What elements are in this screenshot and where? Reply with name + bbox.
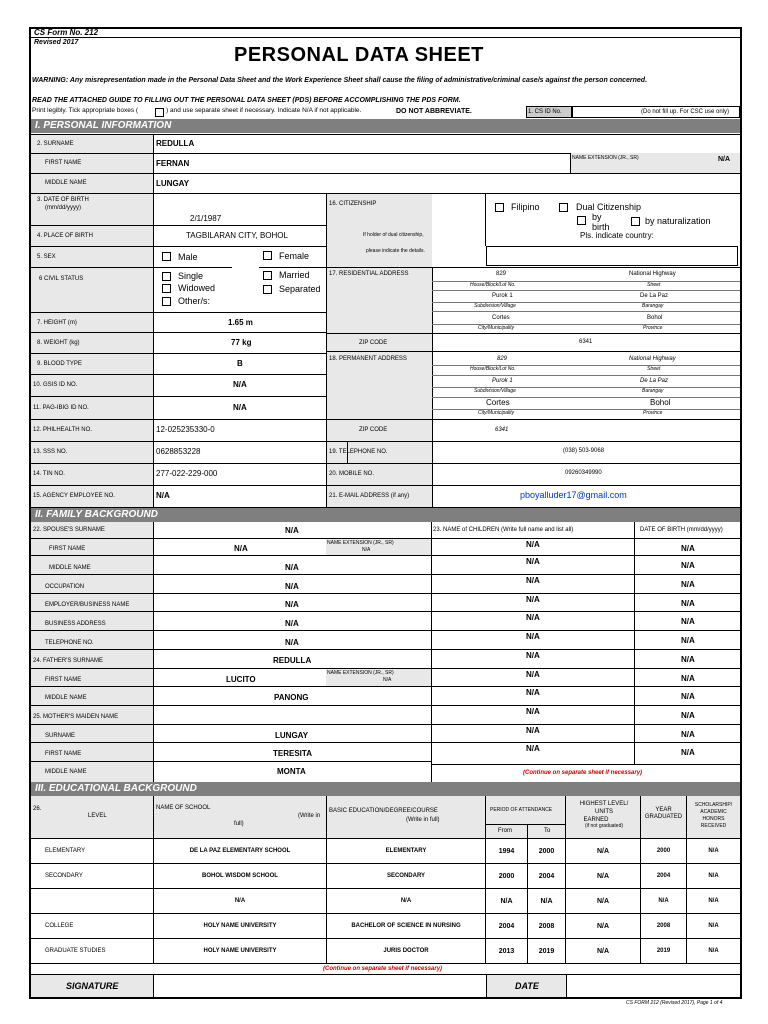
child-name[interactable]: N/A xyxy=(526,744,540,753)
child-dob[interactable]: N/A xyxy=(681,636,695,645)
name-extension-label: NAME EXTENSION (JR., SR) xyxy=(572,155,639,161)
residential-address-label: 17. RESIDENTIAL ADDRESS xyxy=(329,271,409,277)
occupation-label: OCCUPATION xyxy=(45,584,85,590)
degree-course[interactable]: N/A xyxy=(400,898,412,904)
warning-text: WARNING: Any misrepresentation made in the Personal Data Sheet and the Work Experience Sheet shall cause the filing of administrative/criminal case/s against the person concerned. xyxy=(32,77,648,84)
spouse-surname-value[interactable]: N/A xyxy=(285,526,299,535)
year-graduated-header-1: YEAR xyxy=(655,807,672,813)
civil-status-label: 6 CIVIL STATUS xyxy=(39,276,84,282)
spouse-first-name-value[interactable]: N/A xyxy=(234,544,248,553)
dual-citizenship-checkbox[interactable] xyxy=(559,203,568,212)
attendance-from[interactable]: 1994 xyxy=(498,848,515,855)
father-surname-label: 24. FATHER'S SURNAME xyxy=(33,658,104,664)
education-level: COLLEGE xyxy=(45,923,74,929)
business-address-label: BUSINESS ADDRESS xyxy=(45,621,106,627)
attendance-from[interactable]: 2013 xyxy=(498,948,515,955)
year-graduated[interactable]: N/A xyxy=(658,898,669,904)
education-level: ELEMENTARY xyxy=(45,848,86,854)
married-label: Married xyxy=(279,270,310,280)
child-dob[interactable]: N/A xyxy=(681,561,695,570)
course-header: BASIC EDUCATION/DEGREE/COURSE xyxy=(329,808,438,814)
page-title: PERSONAL DATA SHEET xyxy=(234,44,484,66)
child-dob[interactable]: N/A xyxy=(681,692,695,701)
year-graduated-header-2: GRADUATED xyxy=(644,814,683,820)
res-house-value[interactable]: 829 xyxy=(496,271,507,277)
philhealth-value[interactable]: 12-025235330-0 xyxy=(156,425,215,434)
perm-city-sublabel: City/Municipality xyxy=(478,410,515,416)
res-purok-value[interactable]: Purok 1 xyxy=(492,293,513,299)
child-dob[interactable]: N/A xyxy=(681,544,695,553)
period-header: PERIOD OF ATTENDANCE xyxy=(490,807,553,813)
year-graduated[interactable]: 2008 xyxy=(656,923,671,929)
section-family-background: II. FAMILY BACKGROUND xyxy=(31,508,740,522)
child-dob[interactable]: N/A xyxy=(681,617,695,626)
honors-received[interactable]: N/A xyxy=(708,873,719,879)
surname-value[interactable]: REDULLA xyxy=(156,139,195,148)
email-value[interactable]: pboyalluder17@gmail.com xyxy=(520,490,627,500)
perm-province-value[interactable]: Bohol xyxy=(650,398,671,407)
attendance-from[interactable]: N/A xyxy=(500,898,513,905)
occupation-value[interactable]: N/A xyxy=(285,582,299,591)
highest-units[interactable]: N/A xyxy=(596,898,610,905)
perm-subd-sublabel: Subdivision/Village xyxy=(474,388,516,394)
mother-first-name-label: FIRST NAME xyxy=(45,751,82,757)
children-label: 23. NAME of CHILDREN (Write full name and list all) xyxy=(433,527,574,533)
father-first-name-label: FIRST NAME xyxy=(45,677,82,683)
res-zip-value[interactable]: 6341 xyxy=(579,339,593,345)
separated-label: Separated xyxy=(279,284,321,294)
telephone-value[interactable]: (038) 503-9068 xyxy=(563,448,605,454)
highest-units[interactable]: N/A xyxy=(596,873,610,880)
child-name[interactable]: N/A xyxy=(526,576,540,585)
gsis-label: 10. GSIS ID NO. xyxy=(33,382,78,388)
res-barangay-value[interactable]: De La Paz xyxy=(640,293,669,299)
father-ext-label: NAME EXTENSION (JR., SR) xyxy=(327,670,394,676)
sample-checkbox xyxy=(155,108,164,117)
child-name[interactable]: N/A xyxy=(526,557,540,566)
attendance-from[interactable]: 2004 xyxy=(498,923,515,930)
blood-type-label: 9. BLOOD TYPE xyxy=(37,361,82,367)
degree-course[interactable]: BACHELOR OF SCIENCE IN NURSING xyxy=(351,923,461,929)
form-footer: CS FORM 212 (Revised 2017), Page 1 of 4 xyxy=(626,1000,723,1006)
perm-house-value[interactable]: 829 xyxy=(497,356,508,362)
spouse-telephone-value[interactable]: N/A xyxy=(285,638,299,647)
perm-brgy-sublabel: Barangay xyxy=(642,388,664,394)
spouse-ext-value[interactable]: N/A xyxy=(362,547,371,553)
form-revision: Revised 2017 xyxy=(34,39,79,46)
honors-header-2: ACADEMIC xyxy=(700,809,727,815)
degree-course[interactable]: SECONDARY xyxy=(386,873,426,879)
res-zip-label: ZIP CODE xyxy=(359,340,388,346)
by-birth-label: by birth xyxy=(592,212,610,232)
children-dob-label: DATE OF BIRTH (mm/dd/yyyy) xyxy=(640,527,723,533)
mother-maiden-label: 25. MOTHER'S MAIDEN NAME xyxy=(33,714,119,720)
res-house-sublabel: House/Block/Lot No. xyxy=(470,282,516,288)
father-first-name-value[interactable]: LUCITO xyxy=(226,675,256,684)
female-label: Female xyxy=(279,251,310,261)
middle-name-label: MIDDLE NAME xyxy=(45,180,87,186)
perm-zip-value[interactable]: 6341 xyxy=(495,427,509,433)
to-header: To xyxy=(544,828,551,834)
highest-units[interactable]: N/A xyxy=(596,948,610,955)
date-field[interactable] xyxy=(567,975,739,997)
highest-units[interactable]: N/A xyxy=(596,848,610,855)
perm-city-value[interactable]: Cortes xyxy=(486,398,510,407)
res-brgy-sublabel: Barangay xyxy=(642,303,664,309)
agency-no-value[interactable]: N/A xyxy=(156,491,170,500)
weight-value[interactable]: 77 kg xyxy=(231,338,252,347)
attendance-to[interactable]: 2008 xyxy=(538,923,555,930)
highest-level-header-4: (if not graduated) xyxy=(584,823,624,829)
spouse-surname-label: 22. SPOUSE'S SURNAME xyxy=(33,527,105,533)
child-dob[interactable]: N/A xyxy=(681,674,695,683)
highest-level-header-1: HIGHEST LEVEL/ xyxy=(579,801,629,807)
child-dob[interactable]: N/A xyxy=(681,580,695,589)
honors-received[interactable]: N/A xyxy=(708,948,719,954)
honors-received[interactable]: N/A xyxy=(708,923,719,929)
gsis-value[interactable]: N/A xyxy=(233,380,247,389)
others-checkbox[interactable] xyxy=(162,297,171,306)
school-header-note-b: full) xyxy=(234,821,244,827)
spouse-first-name-label: FIRST NAME xyxy=(49,546,86,552)
weight-label: 8. WEIGHT (kg) xyxy=(37,340,80,346)
attendance-to[interactable]: 2004 xyxy=(538,873,555,880)
father-middle-name-value[interactable]: PANONG xyxy=(274,693,309,702)
pob-value[interactable]: TAGBILARAN CITY, BOHOL xyxy=(186,231,288,240)
res-province-value[interactable]: Bohol xyxy=(647,315,663,321)
family-continue-note: (Continue on separate sheet if necessary) xyxy=(523,770,643,776)
employer-label: EMPLOYER/BUSINESS NAME xyxy=(45,602,130,608)
by-birth-checkbox[interactable] xyxy=(577,216,586,225)
honors-header-3: HONORS xyxy=(702,816,725,822)
child-name[interactable]: N/A xyxy=(526,632,540,641)
perm-purok-value[interactable]: Purok 1 xyxy=(492,378,513,384)
dual-note-2: please indicate the details. xyxy=(366,248,425,254)
height-label: 7. HEIGHT (m) xyxy=(37,320,77,326)
mother-first-name-value[interactable]: TERESITA xyxy=(273,749,312,758)
education-continue-note: (Continue on separate sheet if necessary) xyxy=(323,966,443,972)
res-city-value[interactable]: Cortes xyxy=(492,315,510,321)
honors-header-4: RECEIVED xyxy=(700,823,727,829)
child-dob[interactable]: N/A xyxy=(681,655,695,664)
child-dob[interactable]: N/A xyxy=(681,730,695,739)
agency-no-label: 15. AGENCY EMPLOYEE NO. xyxy=(33,493,115,499)
date-label: DATE xyxy=(515,981,539,991)
sss-value[interactable]: 0628853228 xyxy=(156,447,201,456)
perm-street-value[interactable]: National Highway xyxy=(629,356,676,362)
business-address-value[interactable]: N/A xyxy=(285,619,299,628)
single-checkbox[interactable] xyxy=(162,272,171,281)
year-graduated[interactable]: 2019 xyxy=(656,948,671,954)
female-checkbox[interactable] xyxy=(263,251,272,260)
dob-format: (mm/dd/yyyy) xyxy=(45,205,81,211)
father-surname-value[interactable]: REDULLA xyxy=(273,656,312,665)
attendance-to[interactable]: 2019 xyxy=(538,948,555,955)
telephone-label: 19. TELEPHONE NO. xyxy=(329,449,388,455)
perm-prov-sublabel: Province xyxy=(643,410,663,416)
citizenship-label: 16. CITIZENSHIP xyxy=(329,201,377,207)
father-middle-name-label: MIDDLE NAME xyxy=(45,695,87,701)
child-name[interactable]: N/A xyxy=(526,540,540,549)
perm-house-sublabel: House/Block/Lot No. xyxy=(470,366,516,372)
name-extension-value[interactable]: N/A xyxy=(718,156,731,163)
signature-field[interactable] xyxy=(154,975,485,997)
child-name[interactable]: N/A xyxy=(526,651,540,660)
school-header-note-a: (Write in xyxy=(298,813,321,819)
tin-label: 14. TIN NO. xyxy=(33,471,65,477)
perm-street-sublabel: Street xyxy=(647,366,661,372)
child-name[interactable]: N/A xyxy=(526,670,540,679)
mobile-label: 20. MOBILE NO. xyxy=(329,471,375,477)
permanent-address-label: 18. PERMANENT ADDRESS xyxy=(329,356,407,362)
spouse-telephone-label: TELEPHONE NO. xyxy=(45,640,94,646)
child-dob[interactable]: N/A xyxy=(681,711,695,720)
level-header: LEVEL xyxy=(88,813,107,819)
employer-value[interactable]: N/A xyxy=(285,600,299,609)
education-level: SECONDARY xyxy=(45,873,83,879)
school-name[interactable]: HOLY NAME UNIVERSITY xyxy=(203,923,277,929)
mother-surname-value[interactable]: LUNGAY xyxy=(275,731,309,740)
country-select[interactable] xyxy=(486,246,738,266)
from-header: From xyxy=(498,828,512,834)
school-name[interactable]: DE LA PAZ ELEMENTARY SCHOOL xyxy=(189,848,291,854)
child-dob[interactable]: N/A xyxy=(681,748,695,757)
res-street-value[interactable]: National Highway xyxy=(629,271,676,277)
mother-surname-label: SURNAME xyxy=(45,733,76,739)
tin-value[interactable]: 277-022-229-000 xyxy=(156,469,218,478)
form-number: CS Form No. 212 xyxy=(34,28,99,37)
single-label: Single xyxy=(178,271,204,281)
degree-course[interactable]: ELEMENTARY xyxy=(385,848,427,854)
dual-citizenship-label: Dual Citizenship xyxy=(576,202,642,212)
widowed-label: Widowed xyxy=(178,283,216,293)
others-label: Other/s: xyxy=(178,296,211,306)
first-name-value[interactable]: FERNAN xyxy=(156,159,190,168)
mother-middle-name-label: MIDDLE NAME xyxy=(45,769,87,775)
honors-header-1: SCHOLARSHIP/ xyxy=(694,802,733,808)
pagibig-label: 11. PAG-IBIG ID NO. xyxy=(33,405,89,411)
dual-note-1: If holder of dual citizenship, xyxy=(363,232,424,238)
by-naturalization-checkbox[interactable] xyxy=(631,217,640,226)
child-name[interactable]: N/A xyxy=(526,688,540,697)
sss-label: 13. SSS NO. xyxy=(33,449,68,455)
signature-label: SIGNATURE xyxy=(66,981,119,991)
first-name-label: FIRST NAME xyxy=(45,160,82,166)
course-header-note: (Write in full) xyxy=(406,817,440,823)
res-subd-sublabel: Subdivision/Village xyxy=(474,303,516,309)
male-label: Male xyxy=(178,252,198,262)
child-name[interactable]: N/A xyxy=(526,613,540,622)
cs-id-note: (Do not fill up. For CSC use only) xyxy=(641,109,730,115)
surname-label: 2. SURNAME xyxy=(37,141,74,147)
spouse-ext-label: NAME EXTENSION (JR., SR) xyxy=(327,540,394,546)
separated-checkbox[interactable] xyxy=(263,285,272,294)
widowed-checkbox[interactable] xyxy=(162,284,171,293)
highest-level-header-3: EARNED xyxy=(583,817,609,823)
attendance-to[interactable]: N/A xyxy=(540,898,553,905)
print-legibly-text-2: ) and use separate sheet if necessary. Indicate N/A if not applicable. xyxy=(166,107,362,114)
email-label: 21. E-MAIL ADDRESS (if any) xyxy=(329,493,410,499)
philhealth-label: 12. PHILHEALTH NO. xyxy=(33,427,92,433)
honors-received[interactable]: N/A xyxy=(708,848,719,854)
section-educational-background: III. EDUCATIONAL BACKGROUND xyxy=(31,782,740,796)
school-name[interactable]: N/A xyxy=(234,898,246,904)
by-naturalization-label: by naturalization xyxy=(645,216,711,226)
child-name[interactable]: N/A xyxy=(526,707,540,716)
degree-course[interactable]: JURIS DOCTOR xyxy=(383,948,429,954)
perm-zip-label: ZIP CODE xyxy=(359,427,388,433)
year-graduated[interactable]: 2004 xyxy=(656,873,671,879)
male-checkbox[interactable] xyxy=(162,252,171,261)
school-header: NAME OF SCHOOL xyxy=(156,805,211,811)
child-name[interactable]: N/A xyxy=(526,726,540,735)
blood-type-value[interactable]: B xyxy=(237,359,243,368)
height-value[interactable]: 1.65 m xyxy=(228,318,253,327)
education-number: 26. xyxy=(33,806,42,812)
sex-label: 5. SEX xyxy=(37,254,56,260)
married-checkbox[interactable] xyxy=(263,271,272,280)
country-prompt: Pls. indicate country: xyxy=(580,231,654,240)
do-not-abbreviate: DO NOT ABBREVIATE. xyxy=(396,108,472,115)
perm-barangay-value[interactable]: De La Paz xyxy=(640,378,669,384)
pagibig-value[interactable]: N/A xyxy=(233,403,247,412)
education-level: GRADUATE STUDIES xyxy=(45,948,106,954)
attendance-from[interactable]: 2000 xyxy=(498,873,515,880)
school-name[interactable]: HOLY NAME UNIVERSITY xyxy=(203,948,277,954)
middle-name-value[interactable]: LUNGAY xyxy=(156,179,190,188)
pob-label: 4. PLACE OF BIRTH xyxy=(37,233,93,239)
honors-received[interactable]: N/A xyxy=(708,898,719,904)
res-city-sublabel: City/Municipality xyxy=(478,325,515,331)
child-name[interactable]: N/A xyxy=(526,595,540,604)
school-name[interactable]: BOHOL WISDOM SCHOOL xyxy=(202,873,278,879)
res-prov-sublabel: Province xyxy=(643,325,663,331)
highest-units[interactable]: N/A xyxy=(596,923,610,930)
cs-id-label: 1. CS ID No. xyxy=(528,109,562,115)
filipino-label: Filipino xyxy=(511,202,540,212)
spouse-middle-name-value[interactable]: N/A xyxy=(285,563,299,572)
mobile-value[interactable]: 09260349990 xyxy=(565,470,602,476)
section-personal-information: I. PERSONAL INFORMATION xyxy=(31,119,740,133)
dob-label: 3. DATE OF BIRTH xyxy=(37,197,89,203)
year-graduated[interactable]: 2000 xyxy=(656,848,671,854)
mother-middle-name-value[interactable]: MONTA xyxy=(277,767,306,776)
print-legibly-text: Print legibly. Tick appropriate boxes ( xyxy=(32,107,139,114)
father-ext-value[interactable]: N/A xyxy=(383,677,392,683)
dob-value[interactable]: 2/1/1987 xyxy=(190,214,222,223)
child-dob[interactable]: N/A xyxy=(681,599,695,608)
highest-level-header-2: UNITS xyxy=(595,809,613,815)
attendance-to[interactable]: 2000 xyxy=(538,848,555,855)
filipino-checkbox[interactable] xyxy=(495,203,504,212)
spouse-middle-name-label: MIDDLE NAME xyxy=(49,565,91,571)
guide-text: READ THE ATTACHED GUIDE TO FILLING OUT THE PERSONAL DATA SHEET (PDS) BEFORE ACCOMPLISHING THE PDS FORM. xyxy=(32,97,461,104)
res-street-sublabel: Street xyxy=(647,282,661,288)
